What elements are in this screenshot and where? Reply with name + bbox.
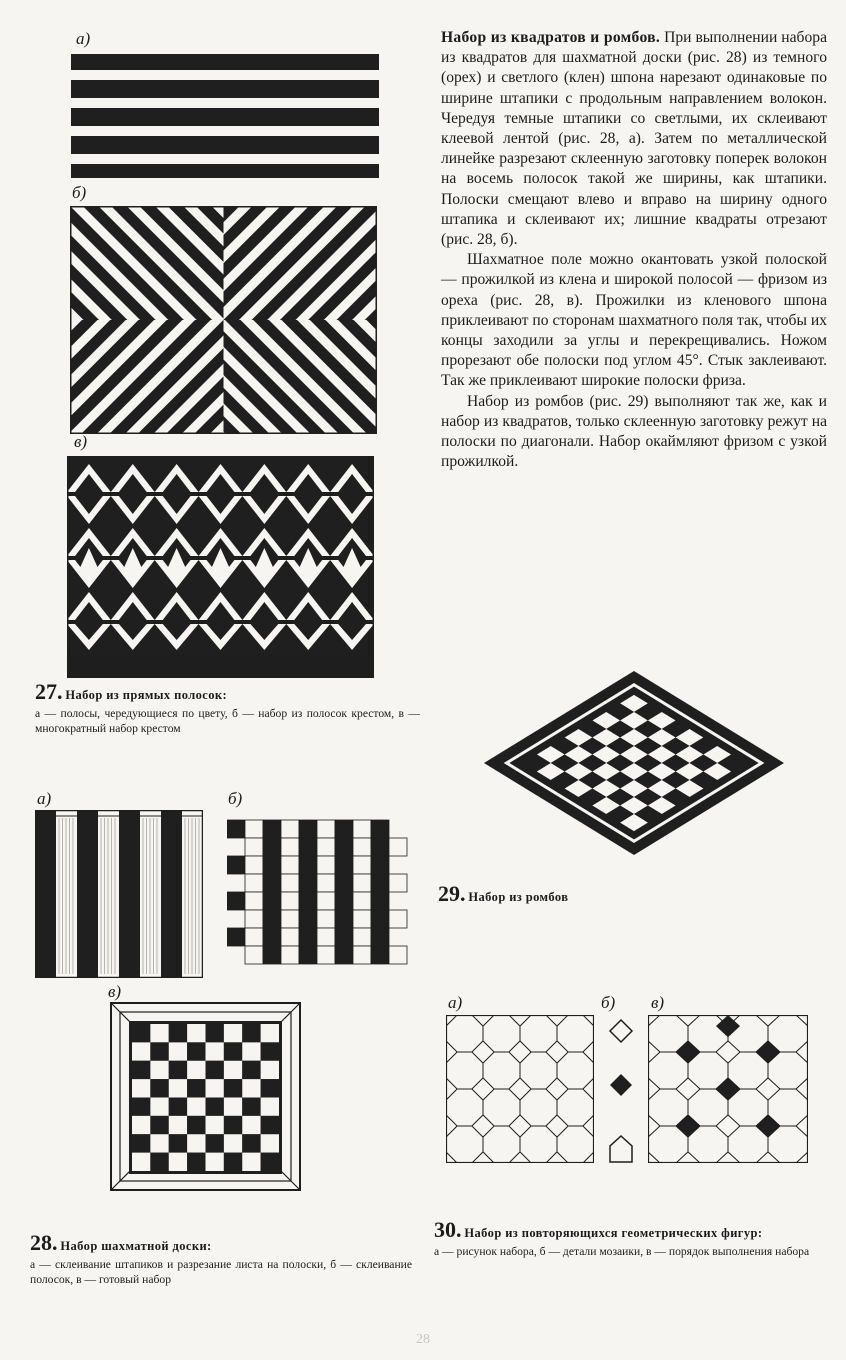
fig27-description: а — полосы, чередующиеся по цвету, б — набор из полосок крестом, в — многократный набор крестом xyxy=(35,707,420,735)
fig27-v-multi-cross xyxy=(67,456,374,678)
fig30-title: Набор из повторяющихся геометрических фигур: xyxy=(464,1226,763,1240)
fig27-title: Набор из прямых полосок: xyxy=(65,688,228,702)
fig28-description: а — склеивание штапиков и разрезание листа на полоски, б — склеивание полосок, в — готовый набор xyxy=(30,1258,412,1286)
fig29-rhombus-board xyxy=(484,668,784,858)
fig29-number: 29. xyxy=(438,881,466,906)
fig28-label-v: в) xyxy=(108,982,122,1001)
fig30-b-pieces xyxy=(608,1018,634,1166)
paragraph-2: Шахматное поле можно окантовать узкой полоской — прожилкой из клена и широкой полосой — фризом из ореха (рис. 28, в). Прожилки из кленового шпона приклеивают по сторонам шахматного поля так, чтобы их концы заходили за углы и перекрещивались. Ножом прорезают обе полоски под углом 45°. Стык заклеивают. Так же приклеивают широкие полоски фриза. xyxy=(441,251,827,390)
fig28-a-strips xyxy=(35,810,203,978)
fig27-b-cross xyxy=(70,206,377,434)
fig28-caption xyxy=(30,1230,412,1287)
fig28-title: Набор шахматной доски: xyxy=(60,1239,212,1253)
paragraph-1-text: При выполнении набора из квадратов для шахматной доски (рис. 28) из темного (орех) и светлого (клен) шпона нарезают одинаковые по ширине штапики с продольным направлением волокон. Чередуя темные штапики со светлыми, их склеивают клеевой лентой (рис. 28, а). Затем по металлической линейке разрезают склеенную заготовку поперек волокон на восемь полосок такой же ширины, как штапики. Полоски смещают влево и вправо на ширину одного штапика и склеивают их; лишние квадраты отрезают (рис. 28, б). xyxy=(441,29,827,249)
fig29-caption xyxy=(438,881,818,906)
article-text xyxy=(441,28,827,472)
fig29-title: Набор из ромбов xyxy=(468,890,569,904)
fig27-label-b: б) xyxy=(72,183,87,202)
fig30-label-v: в) xyxy=(651,993,665,1012)
fig28-b-checker xyxy=(227,818,412,968)
section-heading: Набор из квадратов и ромбов. xyxy=(441,29,661,46)
fig28-number: 28. xyxy=(30,1230,58,1255)
fig30-a-pattern xyxy=(446,1015,594,1163)
fig30-v-assembly xyxy=(648,1015,808,1163)
fig30-caption xyxy=(434,1217,824,1259)
paragraph-3: Набор из ромбов (рис. 29) выполняют так же, как и набор из квадратов, только склеенную заготовку режут на полоски по диагонали. Набор окаймляют фризом с узкой прожилкой. xyxy=(441,392,827,471)
fig30-number: 30. xyxy=(434,1217,462,1242)
fig28-label-a: а) xyxy=(37,789,52,808)
fig27-a-stripes xyxy=(71,54,379,178)
fig30-label-a: а) xyxy=(448,993,463,1012)
fig28-label-b: б) xyxy=(228,789,243,808)
fig27-label-a: а) xyxy=(76,29,91,48)
paragraph-1 xyxy=(441,28,827,250)
fig27-label-v: в) xyxy=(74,432,88,451)
fig27-number: 27. xyxy=(35,679,63,704)
page-number: 28 xyxy=(416,1332,430,1347)
fig30-description: а — рисунок набора, б — детали мозаики, в — порядок выполнения набора xyxy=(434,1245,810,1258)
fig30-label-b: б) xyxy=(601,993,616,1012)
fig28-v-board xyxy=(110,1002,301,1191)
fig27-caption xyxy=(35,679,420,736)
